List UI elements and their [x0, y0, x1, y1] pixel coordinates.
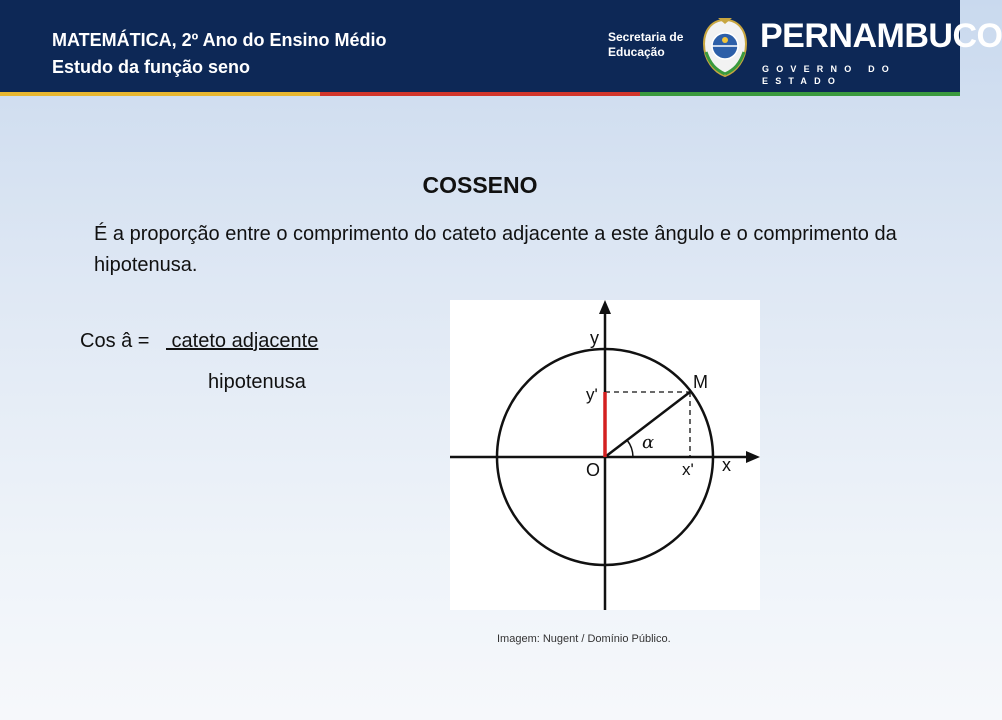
unit-circle-svg: [450, 300, 760, 610]
unit-circle-diagram: [450, 300, 760, 610]
secretaria-label: [608, 30, 683, 60]
stripe-red: [320, 92, 640, 96]
image-credit: Imagem: Nugent / Domínio Público.: [497, 633, 671, 645]
formula-denominator: hipotenusa: [208, 371, 306, 393]
course-subject: MATEMÁTICA, 2º Ano do Ensino Médio: [52, 30, 387, 50]
state-crest-icon: [698, 14, 752, 80]
angle-arc: [627, 440, 633, 457]
angle-alpha-label: α: [642, 432, 655, 453]
slide-heading: COSSENO: [422, 172, 538, 198]
origin-label: O: [586, 460, 601, 480]
point-m-label: M: [693, 372, 708, 392]
brand-name: PERNAMBUCO: [760, 17, 1002, 55]
x-prime-label: x': [682, 460, 694, 479]
y-axis-arrow-icon: [599, 300, 611, 314]
x-axis-arrow-icon: [746, 451, 760, 463]
secretaria-line2: Educação: [608, 45, 665, 59]
x-axis-label: x: [722, 455, 731, 475]
formula-label: Cos â =: [80, 330, 150, 352]
course-title: [52, 27, 387, 81]
stripe-green: [640, 92, 960, 96]
secretaria-line1: Secretaria de: [608, 30, 684, 44]
header-bar: [0, 0, 1002, 92]
y-axis-label: y: [590, 328, 599, 348]
definition-text: É a proporção entre o comprimento do cateto adjacente a este ângulo e o comprimento da hipotenusa.: [94, 223, 897, 276]
formula-numerator: cateto adjacente: [166, 330, 319, 352]
brand-subtitle: GOVERNO DO ESTADO: [762, 64, 897, 86]
y-prime-label: y': [586, 385, 598, 404]
stripe-yellow: [0, 92, 320, 96]
course-topic: Estudo da função seno: [52, 57, 251, 77]
